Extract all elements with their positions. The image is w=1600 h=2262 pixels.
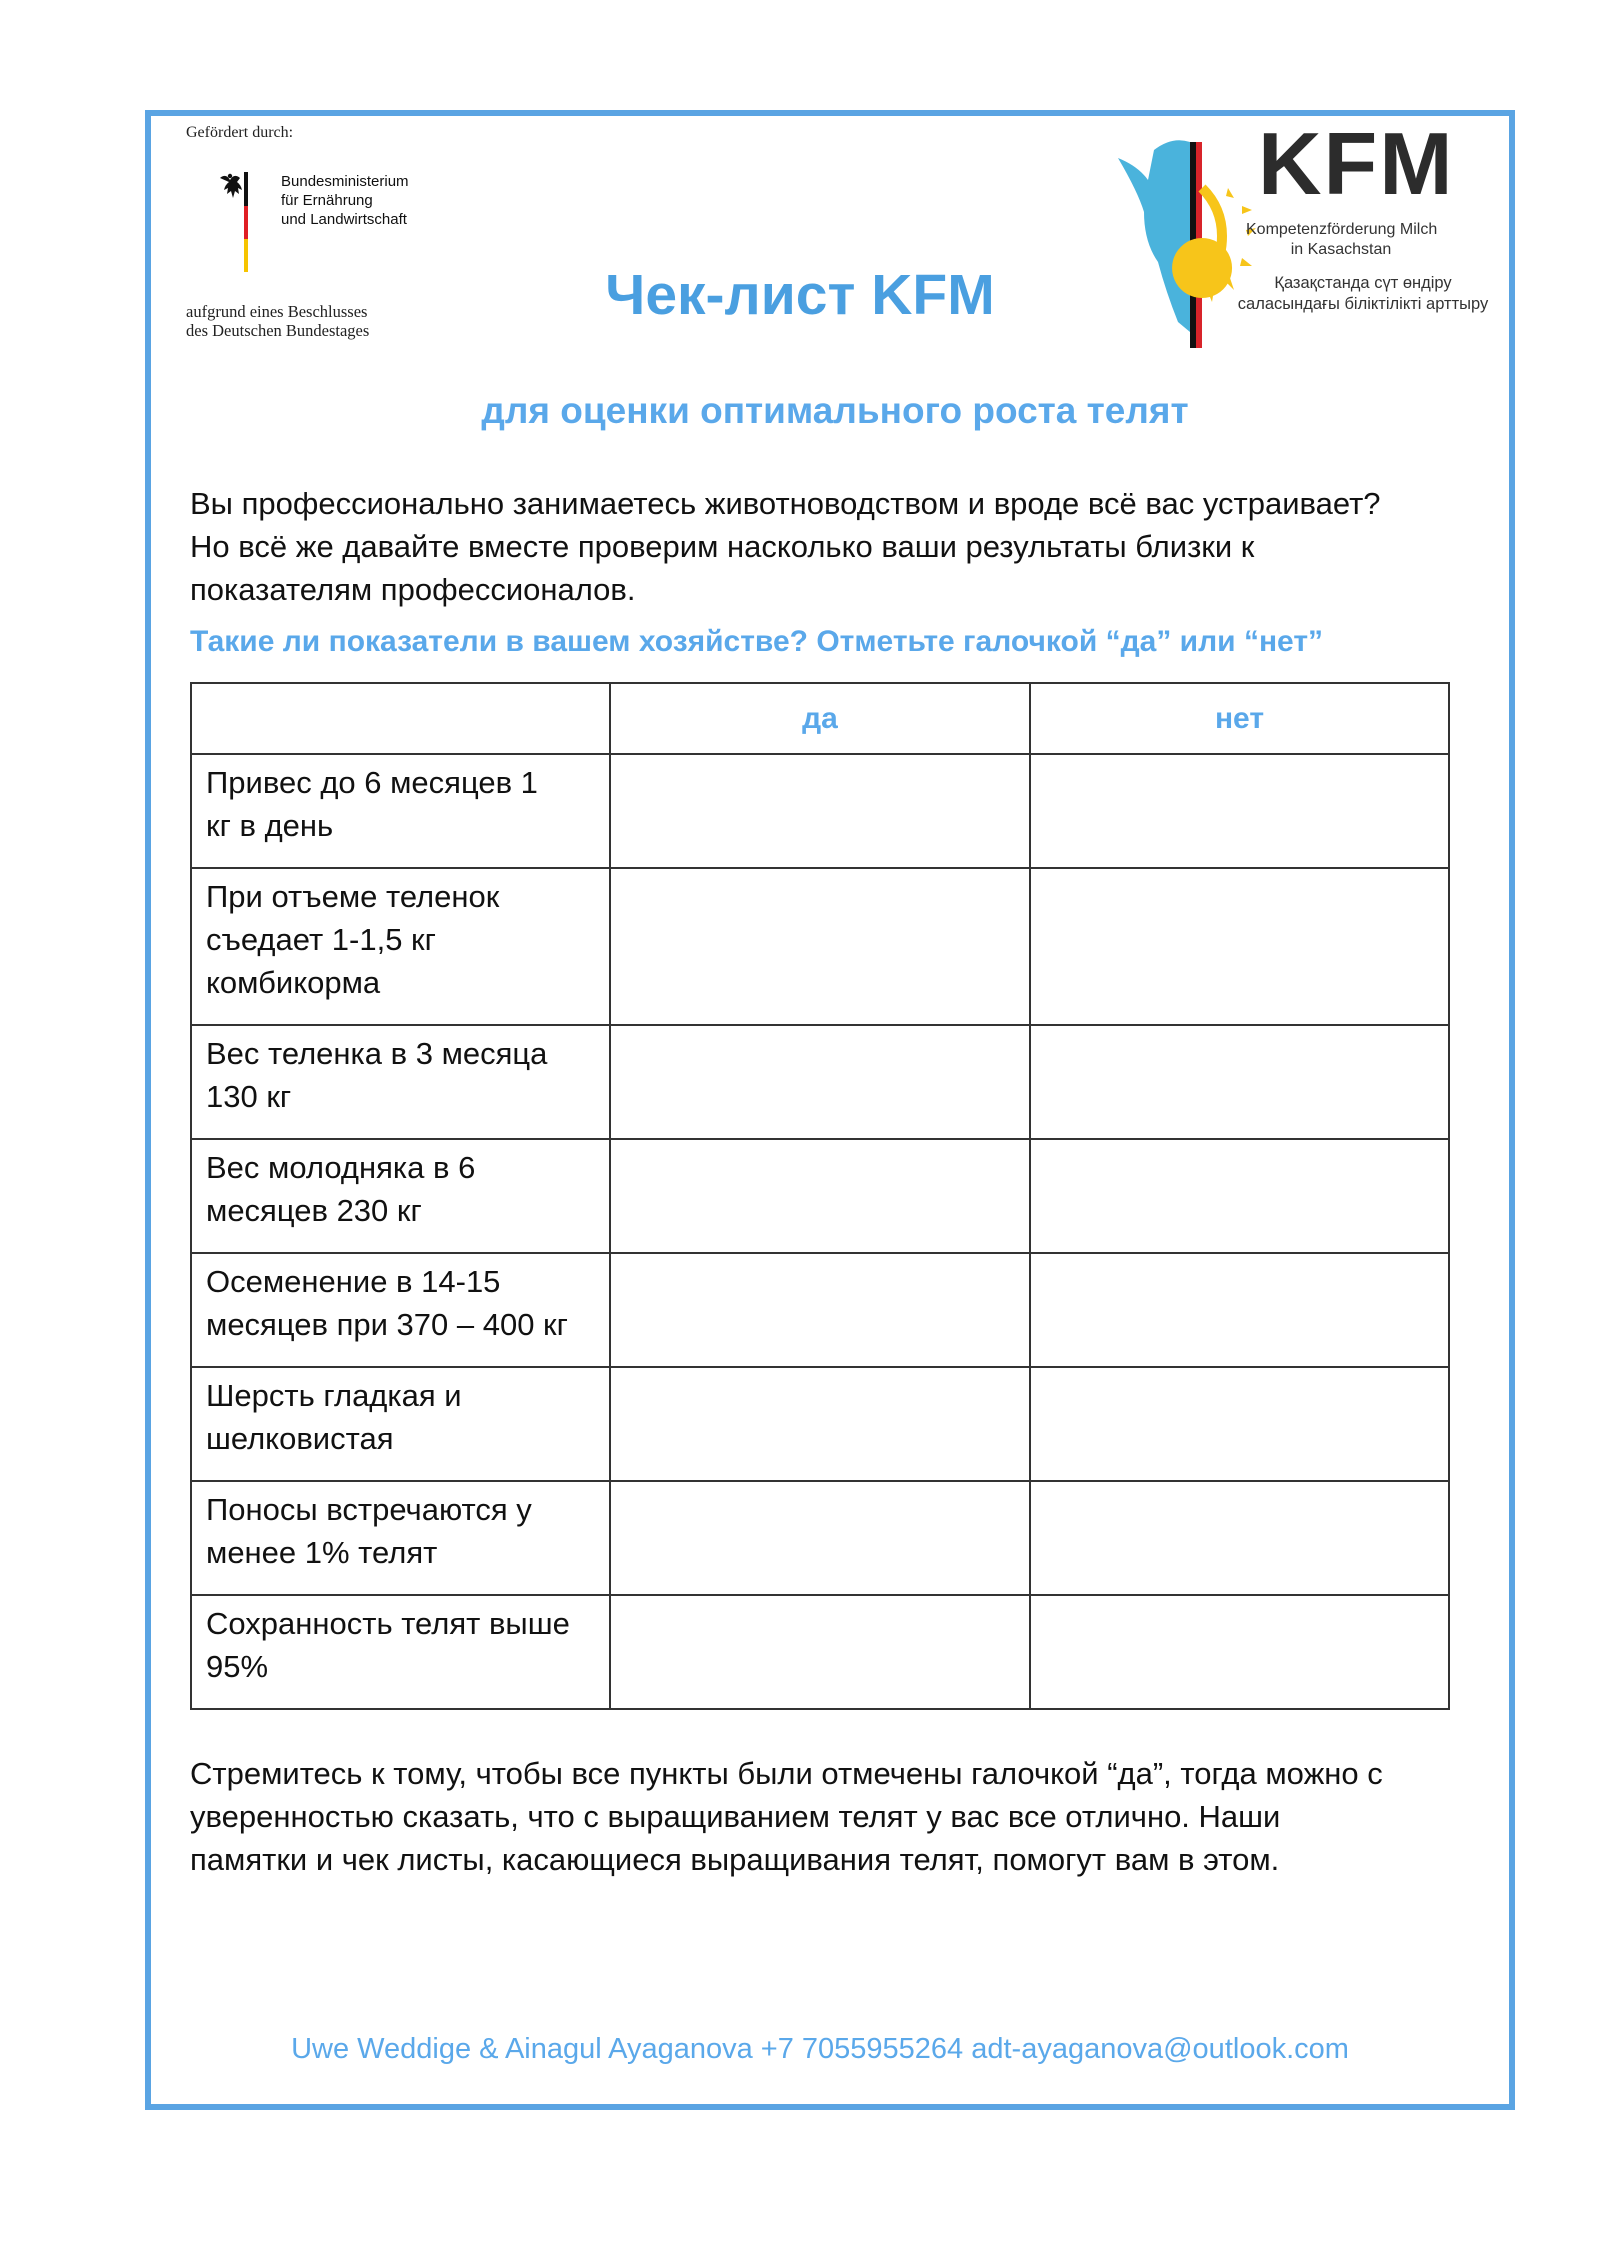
ministry-line: Bundesministerium [281,173,409,190]
yes-checkbox-cell[interactable] [610,868,1030,1025]
table-row [191,1481,1449,1595]
logo-kazakh-line: Қазақстанда сүт өндіру [1274,274,1452,292]
page-subtitle: для оценки оптимального роста телят [481,390,1189,431]
row-label [191,1595,610,1709]
row-label-line: 95% [206,1649,269,1684]
row-label [191,1481,610,1595]
row-label-line: Привес до 6 месяцев 1 [206,765,538,800]
no-checkbox-cell[interactable] [1030,1139,1449,1253]
no-checkbox-cell[interactable] [1030,868,1449,1025]
row-label-line: менее 1% телят [206,1535,438,1570]
intro-line: Вы профессионально занимаетесь животноводством и вроде всё вас устраивает? [190,486,1381,521]
closing-line: памятки и чек листы, касающиеся выращивания телят, помогут вам в этом. [190,1842,1280,1877]
checklist-table [190,682,1450,1710]
yes-checkbox-cell[interactable] [610,1139,1030,1253]
row-label-line: съедает 1-1,5 кг [206,922,436,957]
yes-checkbox-cell[interactable] [610,1025,1030,1139]
yes-checkbox-cell[interactable] [610,754,1030,868]
closing-line: уверенностью сказать, что с выращиванием телят у вас все отлично. Наши [190,1799,1281,1834]
sponsor-block [186,124,446,340]
row-label-line: кг в день [206,808,334,843]
sponsor-caption: Gefördert durch: [186,124,294,141]
logo-kazakh-line: саласындағы біліктілікті арттыру [1237,295,1489,313]
row-label-line: месяцев при 370 – 400 кг [206,1307,568,1342]
row-label [191,1367,610,1481]
header-yes: да [610,683,1030,754]
row-label-line: Вес теленка в 3 месяца [206,1036,548,1071]
row-label-line: 130 кг [206,1079,292,1114]
yes-checkbox-cell[interactable] [610,1253,1030,1367]
table-row [191,1595,1449,1709]
kfm-logo-title: KFM [1258,114,1455,213]
row-label-line: комбикорма [206,965,381,1000]
row-label-line: Вес молодняка в 6 [206,1150,476,1185]
intro-line: показателям профессионалов. [190,572,636,607]
yes-checkbox-cell[interactable] [610,1367,1030,1481]
table-row [191,1025,1449,1139]
logo-subtitle-line: in Kasachstan [1290,241,1392,258]
table-header-row [191,683,1449,754]
decision-line: des Deutschen Bundestages [186,321,370,340]
intro-line: Но всё же давайте вместе проверим насколько ваши результаты близки к [190,529,1255,564]
page-title: Чек-лист KFM [605,263,995,327]
no-checkbox-cell[interactable] [1030,1025,1449,1139]
row-label-line: шелковистая [206,1421,394,1456]
row-label-line: Осеменение в 14-15 [206,1264,501,1299]
table-row [191,754,1449,868]
table-row [191,1139,1449,1253]
logo-subtitle-line: Kompetenzförderung Milch [1246,221,1438,238]
no-checkbox-cell[interactable] [1030,1367,1449,1481]
yes-checkbox-cell[interactable] [610,1481,1030,1595]
ministry-line: für Ernährung [281,192,373,209]
closing-paragraph [190,1752,1490,1881]
yes-checkbox-cell[interactable] [610,1595,1030,1709]
ministry-line: und Landwirtschaft [281,211,407,228]
row-label [191,1253,610,1367]
row-label [191,1025,610,1139]
row-label-line: Поносы встречаются у [206,1492,532,1527]
decision-line: aufgrund eines Beschlusses [186,302,368,321]
no-checkbox-cell[interactable] [1030,1481,1449,1595]
table-row [191,868,1449,1025]
header-indicator [191,683,610,754]
intro-paragraph [190,482,1490,611]
row-label [191,1139,610,1253]
no-checkbox-cell[interactable] [1030,1595,1449,1709]
table-row [191,1367,1449,1481]
row-label-line: месяцев 230 кг [206,1193,422,1228]
row-label-line: Шерсть гладкая и [206,1378,462,1413]
footer-contacts: Uwe Weddige & Ainagul Ayaganova +7 7055955264 adt-ayaganova@outlook.com [291,2033,1349,2065]
federal-eagle-icon [216,172,252,272]
closing-line: Стремитесь к тому, чтобы все пункты были отмечены галочкой “да”, тогда можно с [190,1756,1383,1791]
row-label-line: При отъеме теленок [206,879,500,914]
kfm-logo-subtitle [1246,220,1436,260]
no-checkbox-cell[interactable] [1030,754,1449,868]
row-label [191,754,610,868]
question-heading: Такие ли показатели в вашем хозяйстве? Отметьте галочкой “да” или “нет” [190,625,1324,658]
header-no: нет [1030,683,1449,754]
table-row [191,1253,1449,1367]
ministry-name [281,172,481,229]
no-checkbox-cell[interactable] [1030,1253,1449,1367]
row-label [191,868,610,1025]
row-label-line: Сохранность телят выше [206,1606,570,1641]
